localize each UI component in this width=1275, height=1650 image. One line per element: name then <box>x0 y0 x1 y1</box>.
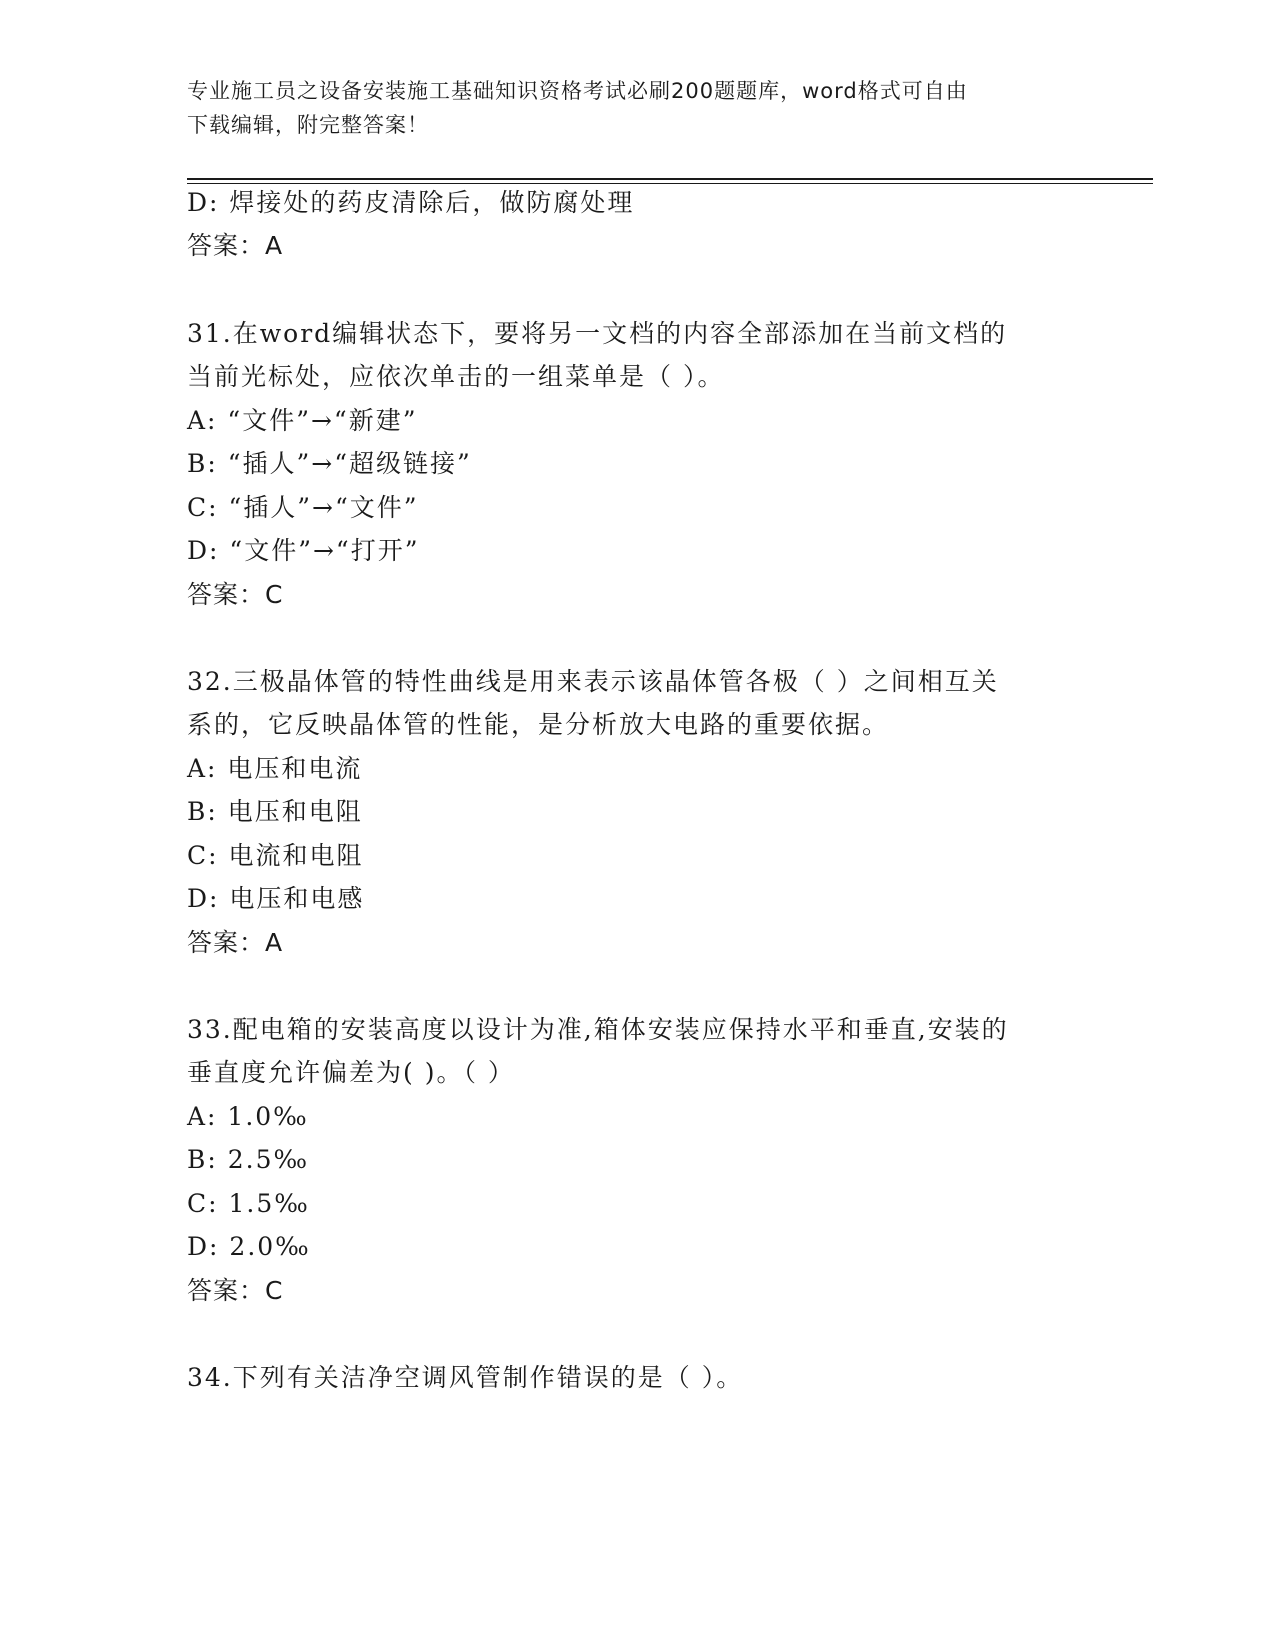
q33-option-b: B: 2.5‰ <box>187 1145 310 1174</box>
q31-answer: 答案：C <box>187 580 284 609</box>
q31-option-c: C: “插人”→“文件” <box>187 493 419 522</box>
header-divider-thin <box>187 183 1153 184</box>
header-title-line-1: 专业施工员之设备安装施工基础知识资格考试必刷200题题库，word格式可自由 <box>187 79 968 103</box>
document-header <box>187 74 1087 142</box>
q33-option-d: D: 2.0‰ <box>187 1232 311 1261</box>
q31-stem-line-1: 31.在word编辑状态下，要将另一文档的内容全部添加在当前文档的 <box>187 319 1008 348</box>
q33-stem-line-2: 垂直度允许偏差为( )。（ ） <box>187 1058 515 1087</box>
q31-stem-line-2: 当前光标处，应依次单击的一组菜单是（ ）。 <box>187 362 725 391</box>
q34-stem-line-1: 34.下列有关洁净空调风管制作错误的是（ ）。 <box>187 1363 744 1392</box>
prev-option-d: D: 焊接处的药皮清除后，做防腐处理 <box>187 188 635 217</box>
q32-option-d: D: 电压和电感 <box>187 884 365 913</box>
header-title-line-2: 下载编辑，附完整答案！ <box>187 113 429 137</box>
q32-stem-line-2: 系的，它反映晶体管的性能，是分析放大电路的重要依据。 <box>187 710 890 739</box>
header-divider-thick <box>187 178 1153 180</box>
q32-answer: 答案：A <box>187 928 284 957</box>
q33-option-c: C: 1.5‰ <box>187 1189 310 1218</box>
q31-option-b: B: “插人”→“超级链接” <box>187 449 472 478</box>
prev-answer: 答案：A <box>187 231 284 260</box>
q32-option-a: A: 电压和电流 <box>187 754 363 783</box>
q33-option-a: A: 1.0‰ <box>187 1102 309 1131</box>
q31-option-a: A: “文件”→“新建” <box>187 406 418 435</box>
q33-stem-line-1: 33.配电箱的安装高度以设计为准,箱体安装应保持水平和垂直,安装的 <box>187 1015 1009 1044</box>
q32-option-b: B: 电压和电阻 <box>187 797 363 826</box>
q33-answer: 答案：C <box>187 1276 284 1305</box>
q32-option-c: C: 电流和电阻 <box>187 841 364 870</box>
q31-option-d: D: “文件”→“打开” <box>187 536 420 565</box>
q32-stem-line-1: 32.三极晶体管的特性曲线是用来表示该晶体管各极（ ）之间相互关 <box>187 667 999 696</box>
